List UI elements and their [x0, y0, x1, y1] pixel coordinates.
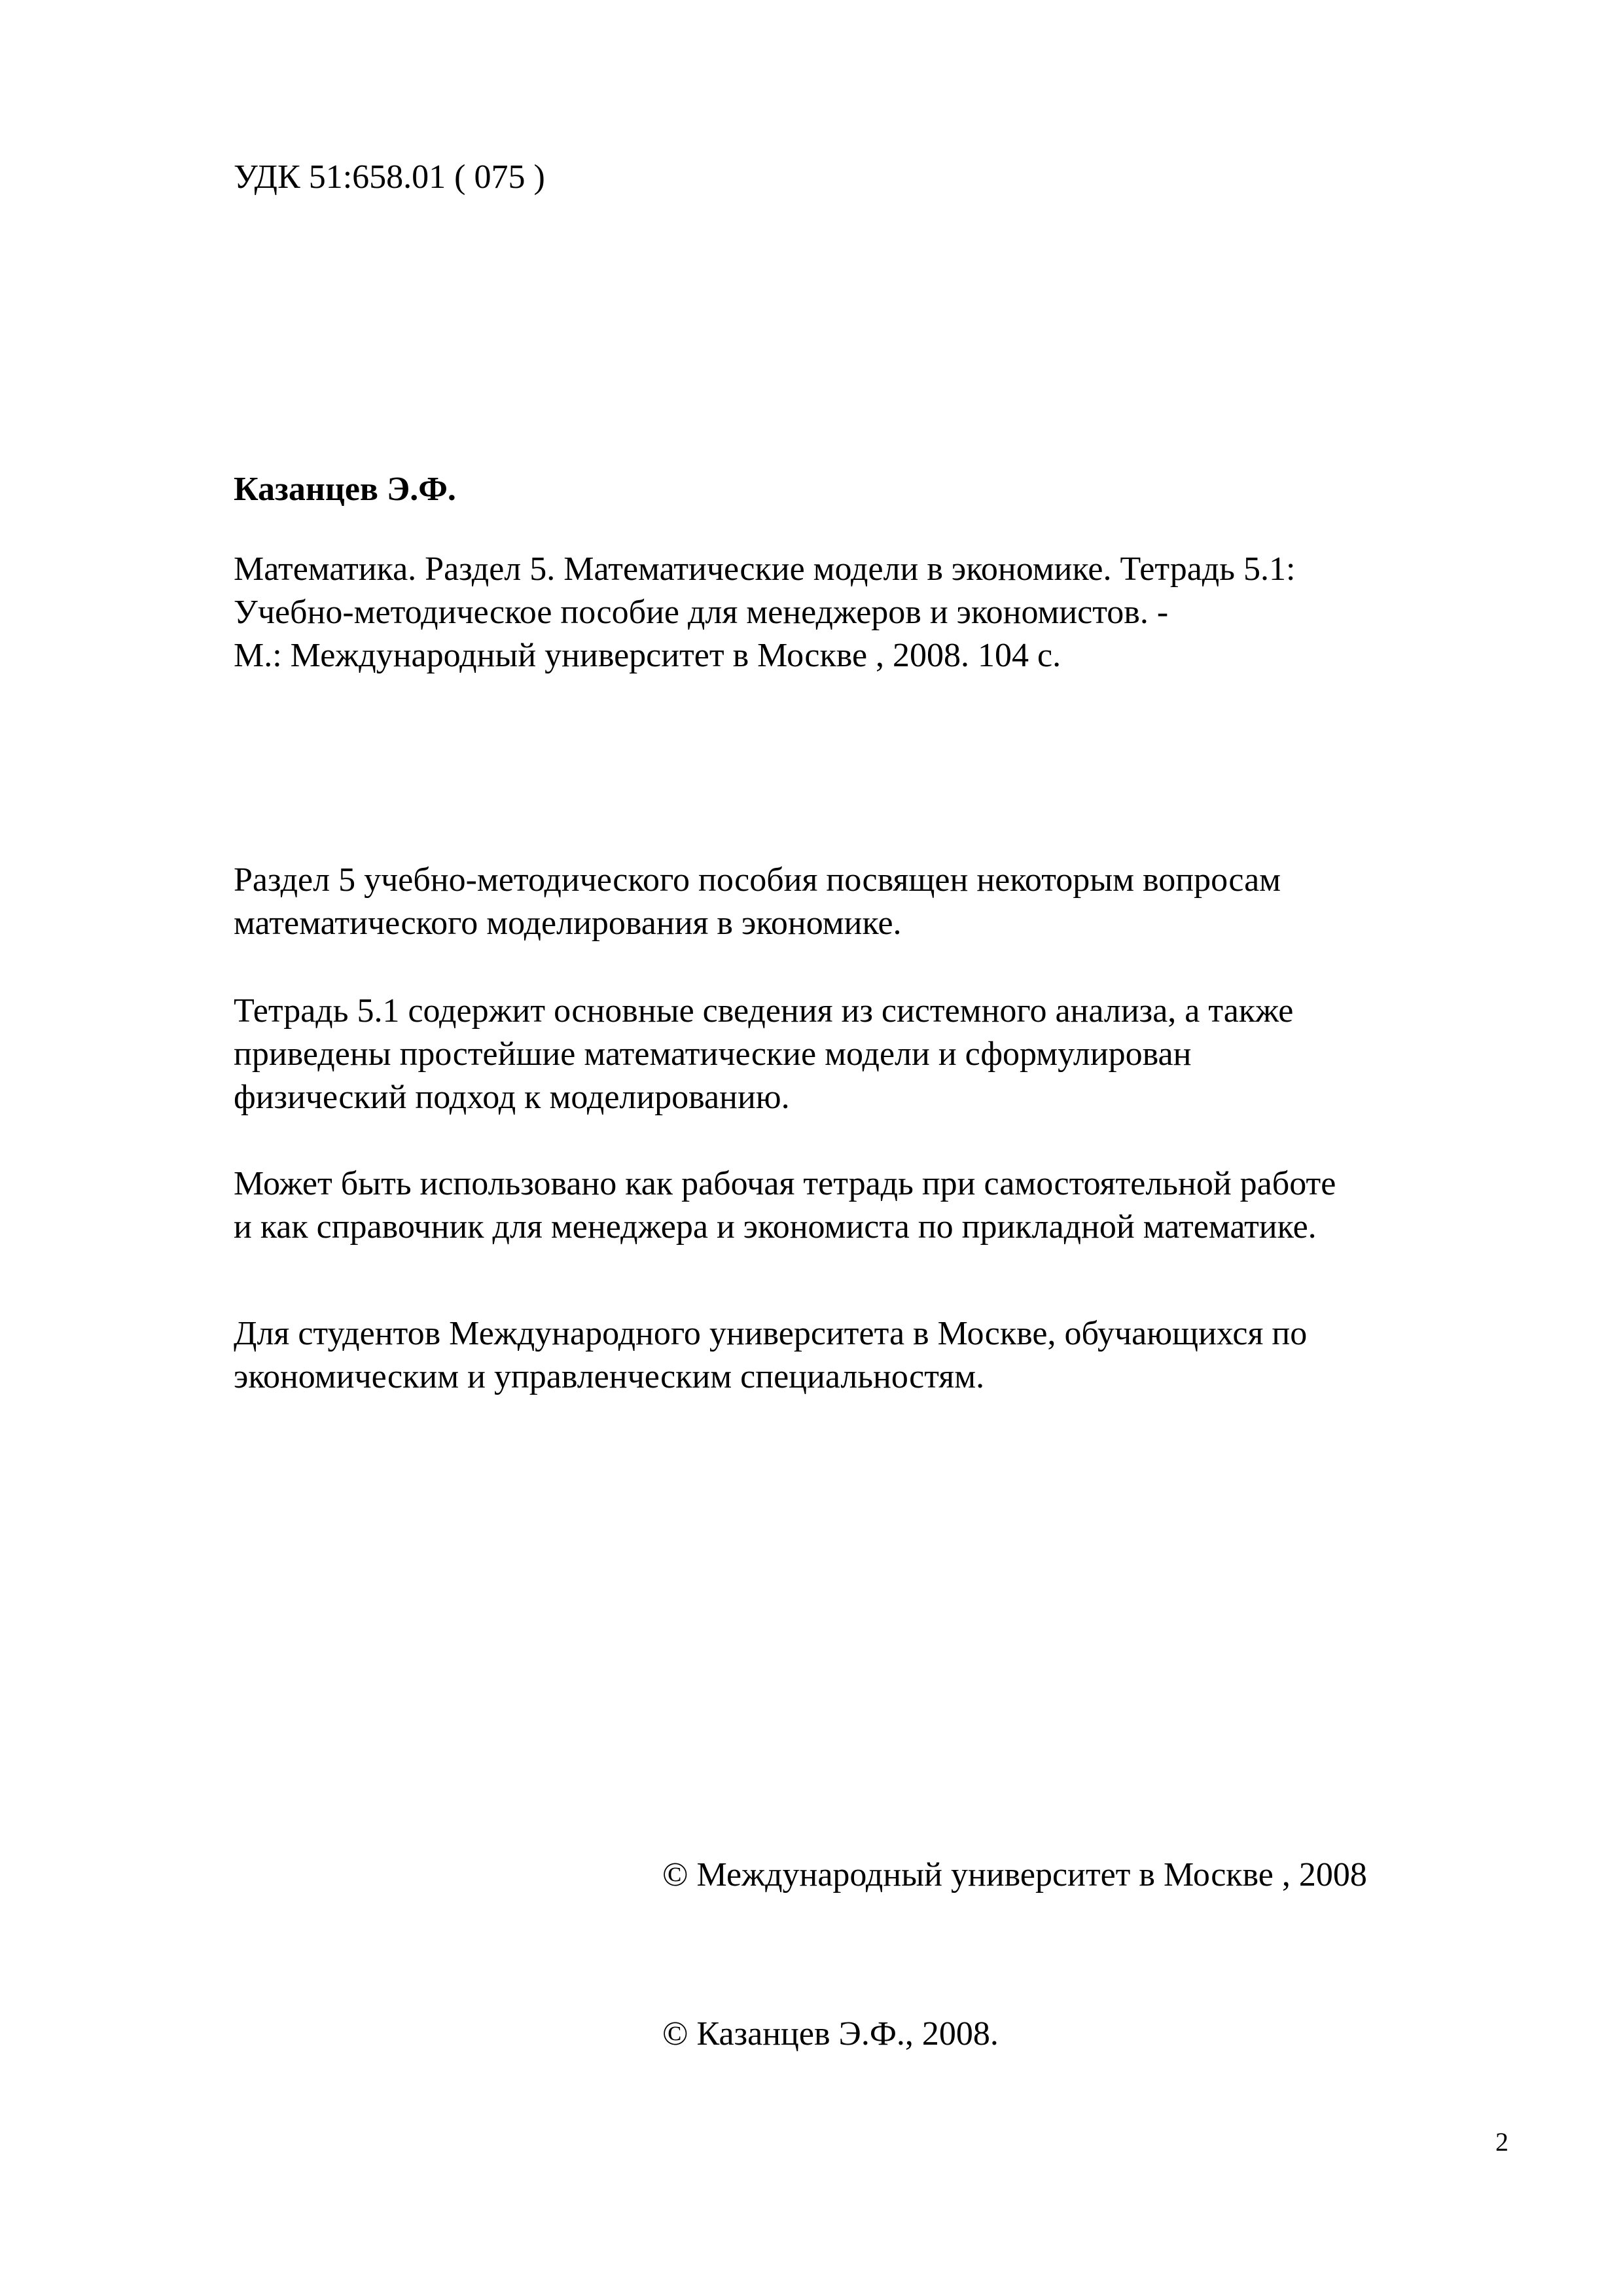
text-line: Для студентов Международного университета в Москве, обучающихся по: [234, 1315, 1308, 1352]
abstract-paragraph-1: [234, 859, 1281, 945]
copyright-publisher: © Международный университет в Москве , 2008: [662, 1856, 1367, 1893]
text-line: Раздел 5 учебно-методического пособия посвящен некоторым вопросам: [234, 861, 1281, 899]
text-line: и как справочник для менеджера и экономиста по прикладной математике.: [234, 1208, 1317, 1246]
abstract-paragraph-3: [234, 1162, 1336, 1249]
text-line: приведены простейшие математические модели и сформулирован: [234, 1035, 1192, 1073]
copyright-author: © Казанцев Э.Ф., 2008.: [662, 2015, 999, 2053]
author-name: Казанцев Э.Ф.: [234, 471, 456, 508]
abstract-paragraph-2: [234, 990, 1293, 1119]
bib-line: Учебно-методическое пособие для менеджеров и экономистов. -: [234, 594, 1169, 631]
text-line: математического моделирования в экономике.: [234, 905, 902, 942]
page-number: 2: [1495, 2127, 1508, 2157]
bib-line: Математика. Раздел 5. Математические модели в экономике. Тетрадь 5.1:: [234, 550, 1296, 588]
text-line: Тетрадь 5.1 содержит основные сведения из системного анализа, а также: [234, 992, 1294, 1030]
text-line: Может быть использовано как рабочая тетрадь при самостоятельной работе: [234, 1165, 1336, 1202]
text-line: физический подход к моделированию.: [234, 1079, 790, 1116]
bibliographic-record: [234, 548, 1295, 677]
udk-code: УДК 51:658.01 ( 075 ): [234, 158, 545, 196]
abstract-paragraph-4: [234, 1312, 1307, 1399]
text-line: экономическим и управленческим специальностям.: [234, 1358, 985, 1395]
bib-line: М.: Международный университет в Москве , 2008. 104 с.: [234, 637, 1061, 674]
